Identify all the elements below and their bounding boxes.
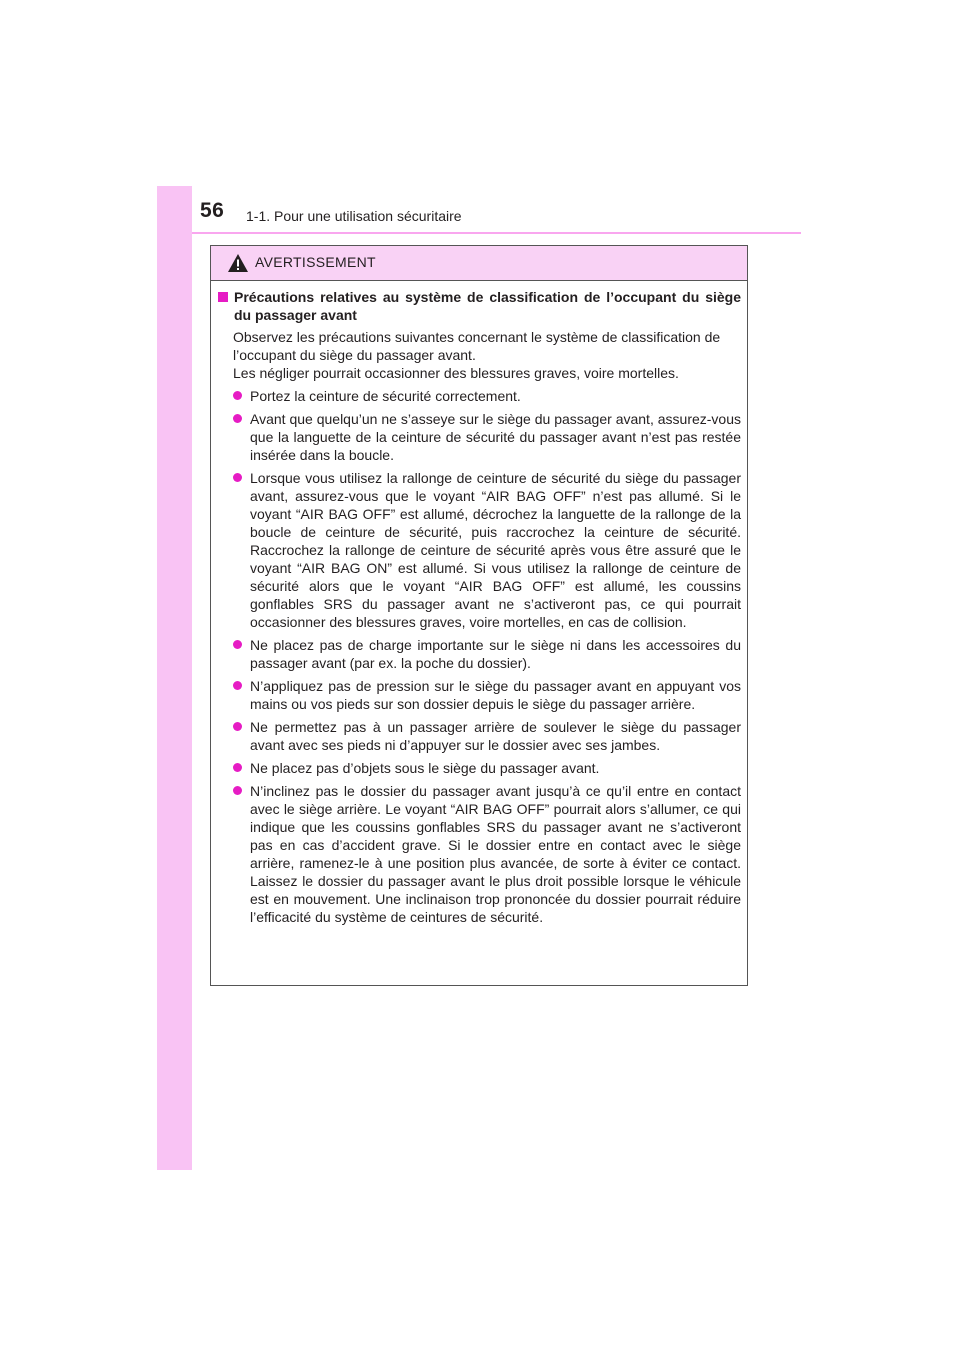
intro-line-1: Observez les précautions suivantes concernant le système de classification de l’occupant du siège du passager avant. (233, 329, 721, 363)
warning-heading-text: Précautions relatives au système de classification de l’occupant du siège du passager avant (234, 289, 741, 323)
warning-box (210, 245, 748, 986)
round-bullet-icon (233, 473, 242, 482)
warning-body (211, 281, 747, 926)
round-bullet-icon (233, 391, 242, 400)
round-bullet-icon (233, 414, 242, 423)
list-item: Portez la ceinture de sécurité correctement. (217, 387, 741, 405)
round-bullet-icon (233, 763, 242, 772)
round-bullet-icon (233, 640, 242, 649)
round-bullet-icon (233, 786, 242, 795)
list-item: N’inclinez pas le dossier du passager avant jusqu’à ce qu’il entre en contact avec le siège arrière. Le voyant “AIR BAG OFF” pourrait alors s’allumer, ce qui indique que les coussins gonflables SRS du passager avant ne s’activeront pas en cas d’accident grave. Si le dossier entre en contact avec le siège arrière, ramenez-le à une position plus avancée, de sorte à éviter ce contact. Laissez le dossier du passager avant le plus droit possible lorsque le véhicule est en mouvement. Une inclinaison trop prononcée du dossier pourrait réduire l’efficacité du système de ceintures de sécurité. (217, 782, 741, 926)
square-bullet-icon (218, 292, 228, 302)
round-bullet-icon (233, 681, 242, 690)
intro-line-2: Les négliger pourrait occasionner des blessures graves, voire mortelles. (233, 365, 679, 381)
list-item: Ne placez pas de charge importante sur le siège ni dans les accessoires du passager avant (par ex. la poche du dossier). (217, 636, 741, 672)
list-item: Lorsque vous utilisez la rallonge de ceinture de sécurité du siège du passager avant, assurez-vous que le voyant “AIR BAG OFF” n’est pas allumé. Si le voyant “AIR BAG OFF” est allumé, décrochez la languette de la rallonge de la boucle de ceinture de sécurité, puis raccrochez la ceinture de sécurité. Raccrochez la rallonge de ceinture de sécurité après vous être assuré que le voyant “AIR BAG ON” est allumé. Si vous utilisez la rallonge de ceinture de sécurité alors que le voyant “AIR BAG OFF” est allumé, les coussins gonflables SRS du passager avant ne s’activeront pas, ce qui pourrait occasionner des blessures graves, voire mortelles, en cas de collision. (217, 469, 741, 631)
list-item: N’appliquez pas de pression sur le siège du passager avant en appuyant vos mains ou vos pieds sur son dossier depuis le siège du passager arrière. (217, 677, 741, 713)
section-title: 1-1. Pour une utilisation sécuritaire (246, 208, 462, 224)
list-item: Avant que quelqu’un ne s’asseye sur le siège du passager avant, assurez-vous que la languette de la ceinture de sécurité du passager avant n’est pas restée insérée dans la boucle. (217, 410, 741, 464)
round-bullet-icon (233, 722, 242, 731)
bullet-list (217, 387, 741, 926)
warning-heading (217, 288, 741, 324)
warning-header (211, 246, 747, 281)
list-item: Ne permettez pas à un passager arrière de soulever le siège du passager avant avec ses pieds ni d’appuyer sur le dossier avec ses jambes. (217, 718, 741, 754)
page-number: 56 (200, 199, 225, 222)
warning-triangle-icon (227, 253, 249, 273)
warning-intro (217, 328, 741, 382)
side-color-band (157, 186, 192, 1170)
list-item: Ne placez pas d’objets sous le siège du passager avant. (217, 759, 741, 777)
header-rule (192, 232, 801, 234)
warning-title: AVERTISSEMENT (255, 254, 376, 270)
